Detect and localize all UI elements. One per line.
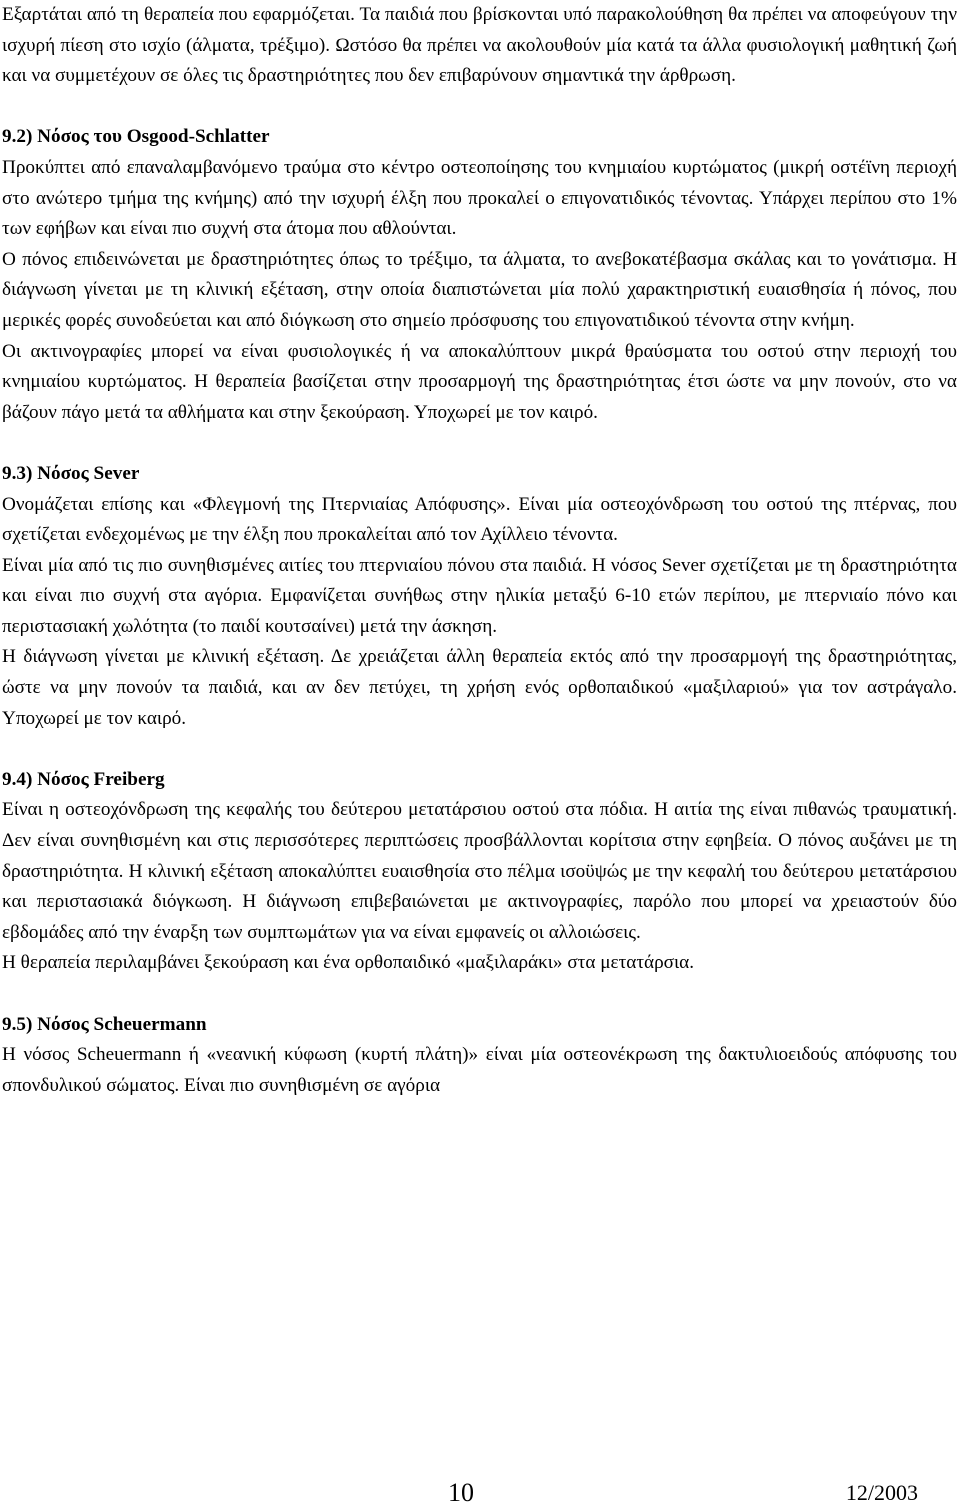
- section-osgood-schlatter: [2, 122, 957, 428]
- section-freiberg: [2, 765, 957, 979]
- section-heading: [2, 459, 957, 490]
- section-paragraph: Η διάγνωση γίνεται με κλινική εξέταση. Δε χρειάζεται άλλη θεραπεία εκτός από την προσαρμογή της δραστηριότητας, ώστε να μην πονούν τα παιδιά, και αν δεν πετύχει, τη χρήση ενός ορθοπαιδικού «μαξιλαριού» για τον αστράγαλο. Υποχωρεί με τον καιρό.: [2, 646, 957, 729]
- section-paragraph: Ο πόνος επιδεινώνεται με δραστηριότητες όπως το τρέξιμο, τα άλματα, το ανεβοκατέβασμα σκάλας και το γονάτισμα. Η διάγνωση γίνεται με τη κλινική εξέταση, στην οποία διαπιστώνεται μία πολύ χαρακτηριστική ευαισθησία ή πόνος, που μερικές φορές συνοδεύεται και από διόγκωση στο σημείο πρόσφυσης του επιγονατιδικού τένοντα στην κνήμη.: [2, 248, 957, 331]
- section-number: 9.4): [2, 768, 33, 790]
- section-heading: [2, 765, 957, 796]
- section-number: 9.2): [2, 126, 33, 148]
- section-title: Νόσος Freiberg: [37, 768, 165, 790]
- section-paragraph: Η νόσος Scheuermann ή «νεανική κύφωση (κυρτή πλάτη)» είναι μία οστεονέκρωση της δακτυλιοειδούς απόφυσης του σπονδυλικού σώματος. Είναι πιο συνηθισμένη σε αγόρια: [2, 1044, 957, 1096]
- section-gap: [2, 734, 957, 765]
- intro-paragraph: Εξαρτάται από τη θεραπεία που εφαρμόζεται. Τα παιδιά που βρίσκονται υπό παρακολούθηση θα πρέπει να αποφεύγουν την ισχυρή πίεση στο ισχίο (άλματα, τρέξιμο). Ωστόσο θα πρέπει να ακολουθούν μία κατά τα άλλα φυσιολογική μαθητική ζωή και να συμμετέχουν σε όλες τις δραστηριότητες που δεν επιβαρύνουν σημαντικά την άρθρωση.: [2, 4, 957, 87]
- section-number: 9.5): [2, 1013, 33, 1035]
- section-paragraph: Είναι μία από τις πιο συνηθισμένες αιτίες του πτερνιαίου πόνου στα παιδιά. Η νόσος Sever σχετίζεται με τη δραστηριότητα και είναι πιο συχνή στα αγόρια. Εμφανίζεται συνήθως στην ηλικία μεταξύ 6-10 ετών περίπου, με πτερνιαίο πόνο και περιστασιακή χωλότητα (το παιδί κουτσαίνει) μετά την άσκηση.: [2, 554, 957, 637]
- footer-date: 12/2003: [845, 1480, 918, 1505]
- section-heading: [2, 122, 957, 153]
- page-footer: [0, 1476, 960, 1510]
- section-title: Νόσος Scheuermann: [37, 1013, 207, 1035]
- section-gap: [2, 428, 957, 459]
- section-paragraph: Προκύπτει από επαναλαμβανόμενο τραύμα στο κέντρο οστεοποίησης του κνημιαίου κυρτώματος (μικρή οστέϊνη περιοχή στο ανώτερο τμήμα της κνήμης) από την ισχυρή έλξη που προκαλεί ο επιγονατιδικός τένοντας. Υπάρχει περίπου στο 1% των εφήβων και είναι πιο συχνή στα άτομα που αθλούνται.: [2, 156, 957, 240]
- section-paragraph: Οι ακτινογραφίες μπορεί να είναι φυσιολογικές ή να αποκαλύπτουν μικρά θραύσματα του οστού στην περιοχή του κνημιαίου κυρτώματος. Η θεραπεία βασίζεται στην προσαρμογή της δραστηριότητας έτσι ώστε να μην πονούν, στο να βάζουν πάγο μετά τα αθλήματα και στην ξεκούραση. Υποχωρεί με τον καιρό.: [2, 340, 957, 423]
- section-scheuermann: [2, 1010, 957, 1102]
- page-number: 10: [448, 1478, 474, 1507]
- intro-block: [2, 0, 957, 92]
- section-gap: [2, 979, 957, 1010]
- section-gap: [2, 92, 957, 123]
- section-paragraph: Ονομάζεται επίσης και «Φλεγμονή της Πτερνιαίας Απόφυσης». Είναι μία οστεοχόνδρωση του οστού της πτέρνας, που σχετίζεται ενδεχομένως με την έλξη που προκαλείται από τον Αχίλλειο τένοντα.: [2, 493, 957, 546]
- section-title: Νόσος Sever: [37, 462, 140, 484]
- document-page: [2, 0, 957, 1101]
- section-heading: [2, 1010, 957, 1041]
- section-title: Νόσος του Osgood-Schlatter: [37, 126, 270, 148]
- section-number: 9.3): [2, 462, 33, 484]
- section-sever: [2, 459, 957, 734]
- section-paragraph: Είναι η οστεοχόνδρωση της κεφαλής του δεύτερου μετατάρσιου οστού στα πόδια. Η αιτία της είναι πιθανώς τραυματική. Δεν είναι συνηθισμένη και στις περισσότερες περιπτώσεις προσβάλλονται κορίτσια στην εφηβεία. Ο πόνος αυξάνει με τη δραστηριότητα. Η κλινική εξέταση αποκαλύπτει ευαισθησία στο πέλμα ισοϋψώς με την κεφαλή του δεύτερου μετατάρσιου και περιστασιακά διόγκωση. Η διάγνωση επιβεβαιώνεται με ακτινογραφίες, παρόλο που μπορεί να χρειαστούν δύο εβδομάδες από την έναρξη των συμπτωμάτων για να είναι εμφανείς οι αλλοιώσεις.: [2, 799, 957, 943]
- section-paragraph: Η θεραπεία περιλαμβάνει ξεκούραση και ένα ορθοπαιδικό «μαξιλαράκι» στα μετατάρσια.: [2, 952, 695, 974]
